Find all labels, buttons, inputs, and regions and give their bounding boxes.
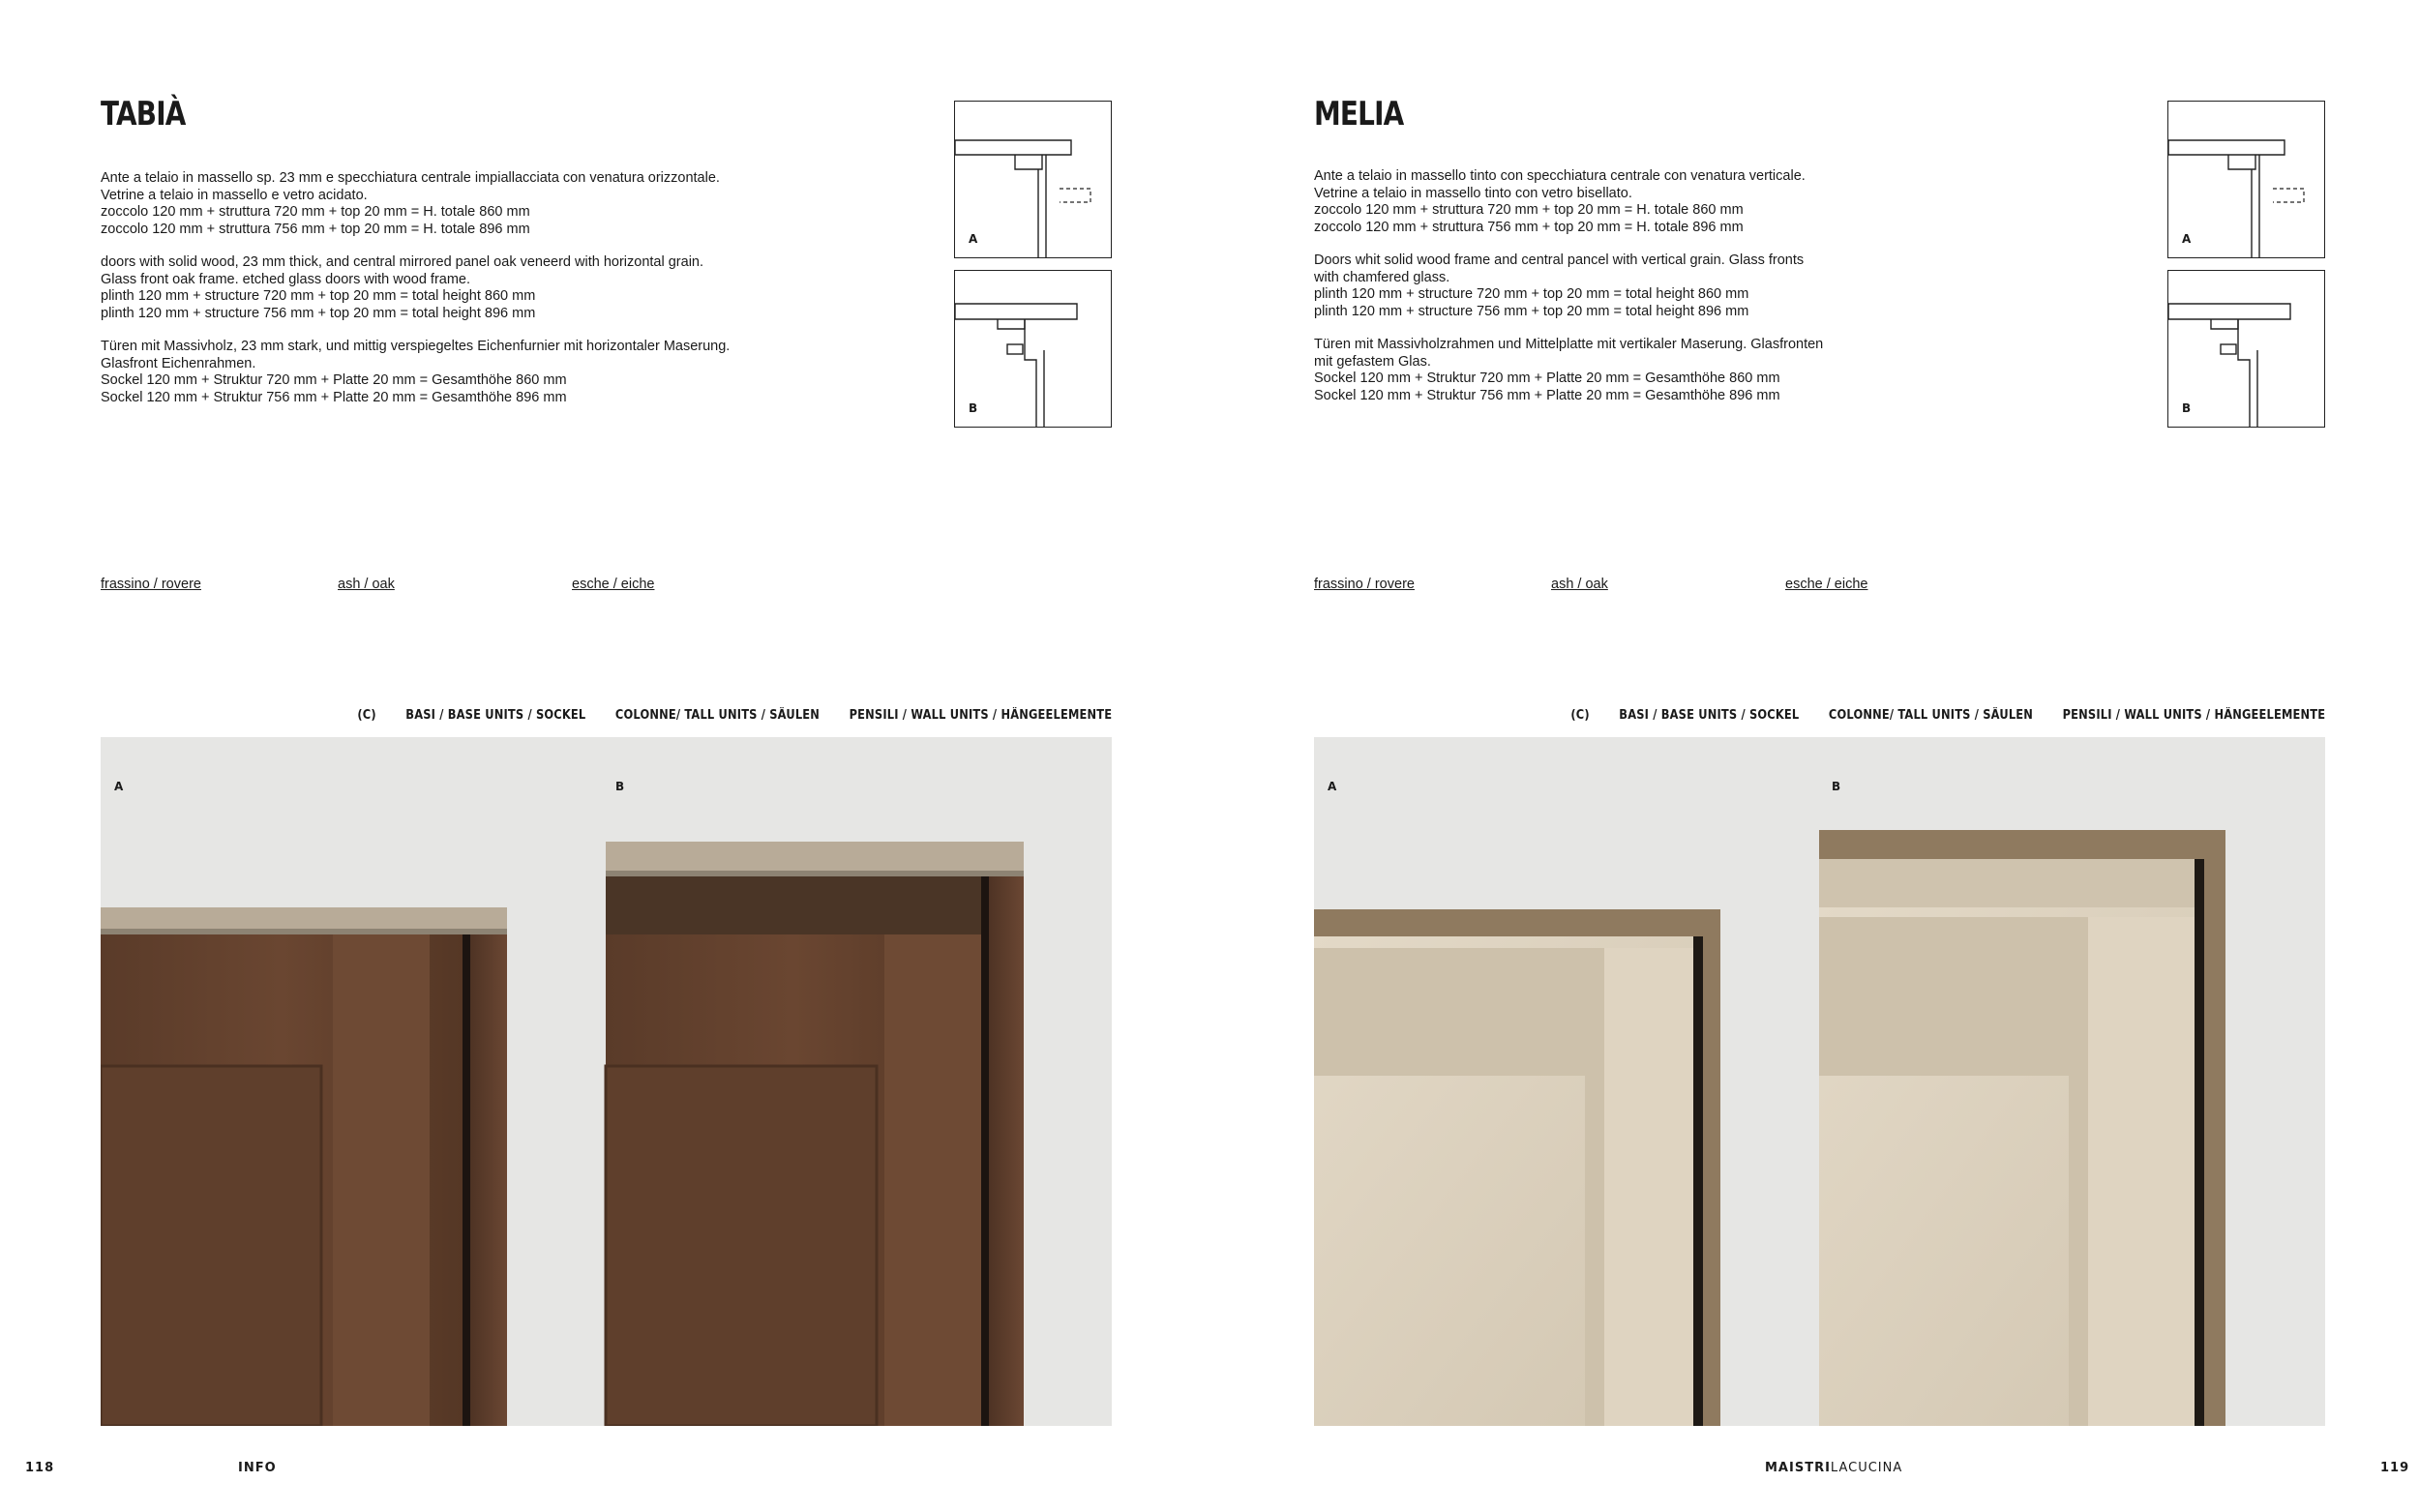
brand-name-bold: MAISTRI: [1765, 1461, 1831, 1475]
category-bar-left: [332, 708, 1112, 723]
tabia-diagram-a: [954, 101, 1112, 258]
page-number-right: 119: [2380, 1461, 2410, 1475]
category-tall-units: COLONNE/ TALL UNITS / SÄULEN: [614, 708, 820, 723]
brand-name-light: LACUCINA: [1830, 1461, 1903, 1475]
photo-label-a: A: [114, 780, 124, 793]
category-wall-units-right: PENSILI / WALL UNITS / HÄNGEELEMENTE: [2062, 708, 2325, 723]
diagram-label-b: B: [969, 401, 978, 415]
category-code: (C): [357, 708, 376, 723]
melia-photo-image: [1314, 737, 2325, 1426]
diagram-b-drawing-right: [2168, 271, 2324, 427]
tabia-diagram-b: [954, 270, 1112, 428]
product-title-tabia: TABIÀ: [101, 95, 186, 133]
melia-finish-de[interactable]: esche / eiche: [1785, 577, 1868, 592]
tabia-door-photo: [101, 737, 1112, 1426]
category-bar-right: [1545, 708, 2325, 723]
tabia-desc-english: doors with solid wood, 23 mm thick, and central mirrored panel oak veneerd with horizontal grain. Glass front oak frame. etched glass doors with wood frame. plinth 120 mm + structure 720 mm + top 20 mm = total height 860 mm plinth 120 mm + structure 756 mm + top 20 mm = total height 896 mm: [101, 254, 704, 321]
tabia-desc-italian: Ante a telaio in massello sp. 23 mm e specchiatura centrale impiallacciata con venatura orizzontale. Vetrine a telaio in massello e vetro acidato. zoccolo 120 mm + struttura 720 mm + top 20 mm = H. totale 860 mm zoccolo 120 mm + struttura 756 mm + top 20 mm = H. totale 896 mm: [101, 170, 720, 237]
diagram-label-b-right: B: [2182, 401, 2192, 415]
diagram-label-a-right: A: [2182, 232, 2192, 246]
category-base-units-right: BASI / BASE UNITS / SOCKEL: [1619, 708, 1800, 723]
melia-door-photo: [1314, 737, 2325, 1426]
tabia-desc-german: Türen mit Massivholz, 23 mm stark, und mittig verspiegeltes Eichenfurnier mit horizontaler Maserung. Glasfront Eichenrahmen. Sockel 120 mm + Struktur 720 mm + Platte 20 mm = Gesamthöhe 860 mm Sockel 120 mm + Struktur 756 mm + Platte 20 mm = Gesamthöhe 896 mm: [101, 339, 731, 405]
melia-diagram-a: [2167, 101, 2325, 258]
category-tall-units-right: COLONNE/ TALL UNITS / SÄULEN: [1828, 708, 2033, 723]
page-number-left: 118: [25, 1461, 55, 1475]
photo-label-b: B: [615, 780, 625, 793]
diagram-a-drawing: [955, 102, 1111, 257]
tabia-finish-en[interactable]: ash / oak: [338, 577, 395, 592]
tabia-finish-de[interactable]: esche / eiche: [572, 577, 655, 592]
section-label: INFO: [238, 1461, 277, 1475]
diagram-a-drawing-right: [2168, 102, 2324, 257]
category-code-right: (C): [1570, 708, 1590, 723]
melia-description: [1314, 168, 2049, 421]
category-base-units: BASI / BASE UNITS / SOCKEL: [405, 708, 586, 723]
melia-desc-italian: Ante a telaio in massello tinto con specchiatura centrale con venatura verticale. Vetrine a telaio in massello tinto con vetro bisellato. zoccolo 120 mm + struttura 720 mm + top 20 mm = H. totale 860 mm zoccolo 120 mm + struttura 756 mm + top 20 mm = H. totale 896 mm: [1314, 168, 1806, 235]
diagram-label-a: A: [969, 232, 978, 246]
category-wall-units: PENSILI / WALL UNITS / HÄNGEELEMENTE: [849, 708, 1112, 723]
photo-label-a-right: A: [1328, 780, 1337, 793]
tabia-finish-it[interactable]: frassino / rovere: [101, 577, 201, 592]
melia-desc-german: Türen mit Massivholzrahmen und Mittelplatte mit vertikaler Maserung. Glasfronten mit gefastem Glas. Sockel 120 mm + Struktur 720 mm + Platte 20 mm = Gesamthöhe 860 mm Sockel 120 mm + Struktur 756 mm + Platte 20 mm = Gesamthöhe 896 mm: [1314, 337, 1824, 403]
product-title-melia: MELIA: [1314, 95, 1404, 133]
photo-label-b-right: B: [1832, 780, 1841, 793]
melia-desc-english: Doors whit solid wood frame and central pancel with vertical grain. Glass fronts with chamfered glass. plinth 120 mm + structure 720 mm + top 20 mm = total height 860 mm plinth 120 mm + structure 756 mm + top 20 mm = total height 896 mm: [1314, 252, 1805, 319]
melia-finish-en[interactable]: ash / oak: [1551, 577, 1608, 592]
melia-diagram-b: [2167, 270, 2325, 428]
melia-finish-it[interactable]: frassino / rovere: [1314, 577, 1415, 592]
tabia-photo-image: [101, 737, 1112, 1426]
tabia-description: [101, 170, 836, 423]
brand-logo: [1765, 1461, 1902, 1475]
diagram-b-drawing: [955, 271, 1111, 427]
